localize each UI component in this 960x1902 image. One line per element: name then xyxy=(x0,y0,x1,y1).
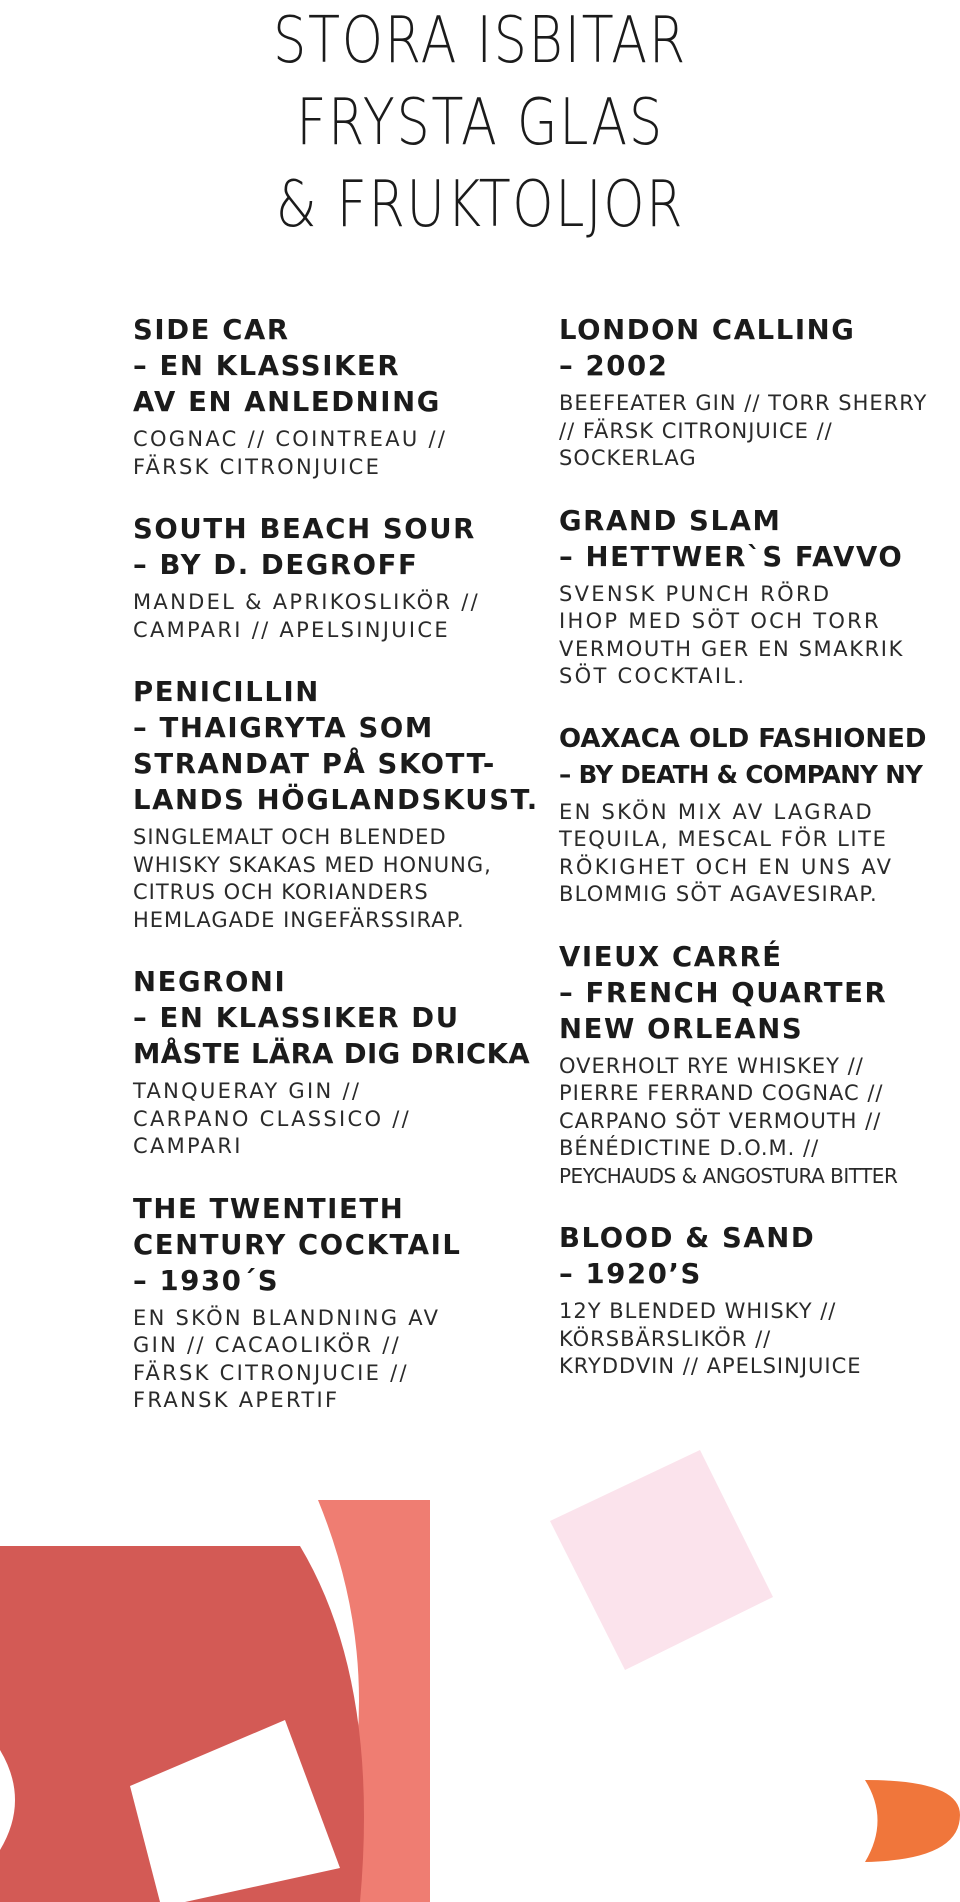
headline-line-3: & FRUKTOLJOR xyxy=(275,168,685,242)
headline-line-1: STORA ISBITAR xyxy=(273,4,687,78)
cocktail-item-london-calling xyxy=(559,312,959,473)
title-line: AV EN ANLEDNING xyxy=(133,386,441,418)
cocktail-item-negroni xyxy=(133,964,563,1161)
title-line: – FRENCH QUARTER xyxy=(559,976,888,1009)
title-line: NEGRONI xyxy=(133,966,287,998)
cocktail-title xyxy=(133,312,563,420)
title-line: – 1930´S xyxy=(133,1264,280,1297)
cocktail-title xyxy=(133,511,563,583)
ingredient-line: CITRUS OCH KORIANDERS xyxy=(133,880,429,904)
ingredient-line: SVENSK PUNCH RÖRD xyxy=(559,581,832,606)
ingredient-line: CARPANO SÖT VERMOUTH // xyxy=(559,1108,882,1133)
title-line: LONDON CALLING xyxy=(559,314,856,346)
ingredient-line: RÖKIGHET OCH EN UNS AV xyxy=(559,854,894,879)
title-line: GRAND SLAM xyxy=(559,504,782,537)
cocktail-ingredients xyxy=(559,390,959,473)
title-line: SIDE CAR xyxy=(133,314,290,346)
title-line: – EN KLASSIKER DU xyxy=(133,1002,460,1034)
title-line: – EN KLASSIKER xyxy=(133,350,401,382)
cocktail-ingredients xyxy=(133,824,563,934)
title-line: VIEUX CARRÉ xyxy=(559,940,783,973)
cocktail-item-grand-slam xyxy=(559,503,959,691)
ingredient-line: 12Y BLENDED WHISKY // xyxy=(559,1299,837,1323)
ingredient-line: CAMPARI // APELSINJUICE xyxy=(133,617,450,642)
cocktail-title xyxy=(559,939,959,1047)
cocktail-item-vieux-carre xyxy=(559,939,959,1191)
title-line: – 1920’S xyxy=(559,1258,702,1290)
ingredient-line: IHOP MED SÖT OCH TORR xyxy=(559,609,881,633)
ingredient-line: CAMPARI xyxy=(133,1134,243,1158)
title-line: NEW ORLEANS xyxy=(559,1012,804,1045)
ingredient-line: HEMLAGADE INGEFÄRSSIRAP. xyxy=(133,907,465,932)
ingredient-line: COGNAC // COINTREAU // xyxy=(133,427,448,451)
orange-half-disc-shape xyxy=(865,1780,960,1862)
title-line: LANDS HÖGLANDSKUST. xyxy=(133,784,539,816)
ingredient-line: OVERHOLT RYE WHISKEY // xyxy=(559,1053,864,1078)
ingredient-line: FÄRSK CITRONJUICE xyxy=(133,454,382,479)
pink-square-shape xyxy=(550,1450,773,1670)
ingredient-line: FÄRSK CITRONJUCIE // xyxy=(133,1360,409,1385)
title-line: THE TWENTIETH xyxy=(133,1192,405,1225)
menu-headline xyxy=(86,0,873,246)
ingredient-line: PEYCHAUDS & ANGOSTURA BITTER xyxy=(559,1163,898,1188)
cocktail-title xyxy=(559,312,959,384)
cocktail-title xyxy=(133,964,563,1072)
cocktail-title xyxy=(559,503,959,575)
cocktail-ingredients xyxy=(133,1078,563,1161)
cocktail-column-right xyxy=(559,312,959,1381)
cocktail-ingredients xyxy=(133,1305,563,1415)
ingredient-line: EN SKÖN MIX AV LAGRAD xyxy=(559,799,874,824)
ingredient-line: PIERRE FERRAND COGNAC // xyxy=(559,1081,884,1105)
cocktail-item-south-beach-sour xyxy=(133,511,563,644)
ingredient-line: // FÄRSK CITRONJUICE // xyxy=(559,418,833,443)
ingredient-line: EN SKÖN BLANDNING AV xyxy=(133,1305,441,1330)
ingredient-line: KÖRSBÄRSLIKÖR // xyxy=(559,1326,772,1351)
cocktail-item-twentieth-century xyxy=(133,1191,563,1415)
cocktail-column-left xyxy=(133,312,563,1415)
ingredient-line: BLOMMIG SÖT AGAVESIRAP. xyxy=(559,882,878,906)
ingredient-line: TEQUILA, MESCAL FÖR LITE xyxy=(559,827,888,851)
title-line: – HETTWER`S FAVVO xyxy=(559,540,904,573)
title-line: STRANDAT PÅ SKOTT- xyxy=(133,748,496,780)
title-line: OAXACA OLD FASHIONED xyxy=(559,723,927,754)
title-line: BLOOD & SAND xyxy=(559,1222,816,1254)
cocktail-item-blood-and-sand xyxy=(559,1220,959,1381)
title-line: SOUTH BEACH SOUR xyxy=(133,513,476,545)
title-line: MÅSTE LÄRA DIG DRICKA xyxy=(133,1038,531,1070)
ingredient-line: SINGLEMALT OCH BLENDED xyxy=(133,825,447,849)
cocktail-ingredients xyxy=(559,1053,959,1191)
title-line: PENICILLIN xyxy=(133,676,320,708)
ingredient-line: BEEFEATER GIN // TORR SHERRY xyxy=(559,391,928,415)
title-line: – BY DEATH & COMPANY NY xyxy=(559,759,923,789)
title-line: CENTURY COCKTAIL xyxy=(133,1228,462,1261)
cocktail-item-side-car xyxy=(133,312,563,481)
white-square-shape xyxy=(130,1720,340,1902)
cocktail-item-penicillin xyxy=(133,674,563,934)
ingredient-line: SÖT COCKTAIL. xyxy=(559,664,747,688)
cocktail-title xyxy=(559,721,959,793)
ingredient-line: WHISKY SKAKAS MED HONUNG, xyxy=(133,852,492,877)
title-line: – THAIGRYTA SOM xyxy=(133,712,434,744)
headline-line-2: FRYSTA GLAS xyxy=(296,86,664,160)
ingredient-line: SOCKERLAG xyxy=(559,446,697,470)
title-line: – BY D. DEGROFF xyxy=(133,549,419,581)
cocktail-ingredients xyxy=(133,589,563,644)
ingredient-line: TANQUERAY GIN // xyxy=(133,1079,362,1103)
ingredient-line: VERMOUTH GER EN SMAKRIK xyxy=(559,636,904,661)
cocktail-title xyxy=(133,674,563,818)
salmon-shape xyxy=(318,1500,430,1902)
ingredient-line: MANDEL & APRIKOSLIKÖR // xyxy=(133,590,481,614)
cocktail-title xyxy=(559,1220,959,1292)
cocktail-title xyxy=(133,1191,563,1299)
red-shape xyxy=(0,1546,364,1902)
title-line: – 2002 xyxy=(559,350,669,382)
ingredient-line: CARPANO CLASSICO // xyxy=(133,1106,412,1131)
ingredient-line: KRYDDVIN // APELSINJUICE xyxy=(559,1354,862,1378)
ingredient-line: BÉNÉDICTINE D.O.M. // xyxy=(559,1136,820,1160)
cocktail-item-oaxaca-old-fashioned xyxy=(559,721,959,909)
cocktail-ingredients xyxy=(559,581,959,691)
cocktail-ingredients xyxy=(559,1298,959,1381)
white-curve-shape xyxy=(0,1750,15,1850)
ingredient-line: FRANSK APERTIF xyxy=(133,1388,340,1412)
ingredient-line: GIN // CACAOLIKÖR // xyxy=(133,1333,401,1357)
cocktail-ingredients xyxy=(559,799,959,909)
cocktail-ingredients xyxy=(133,426,563,481)
